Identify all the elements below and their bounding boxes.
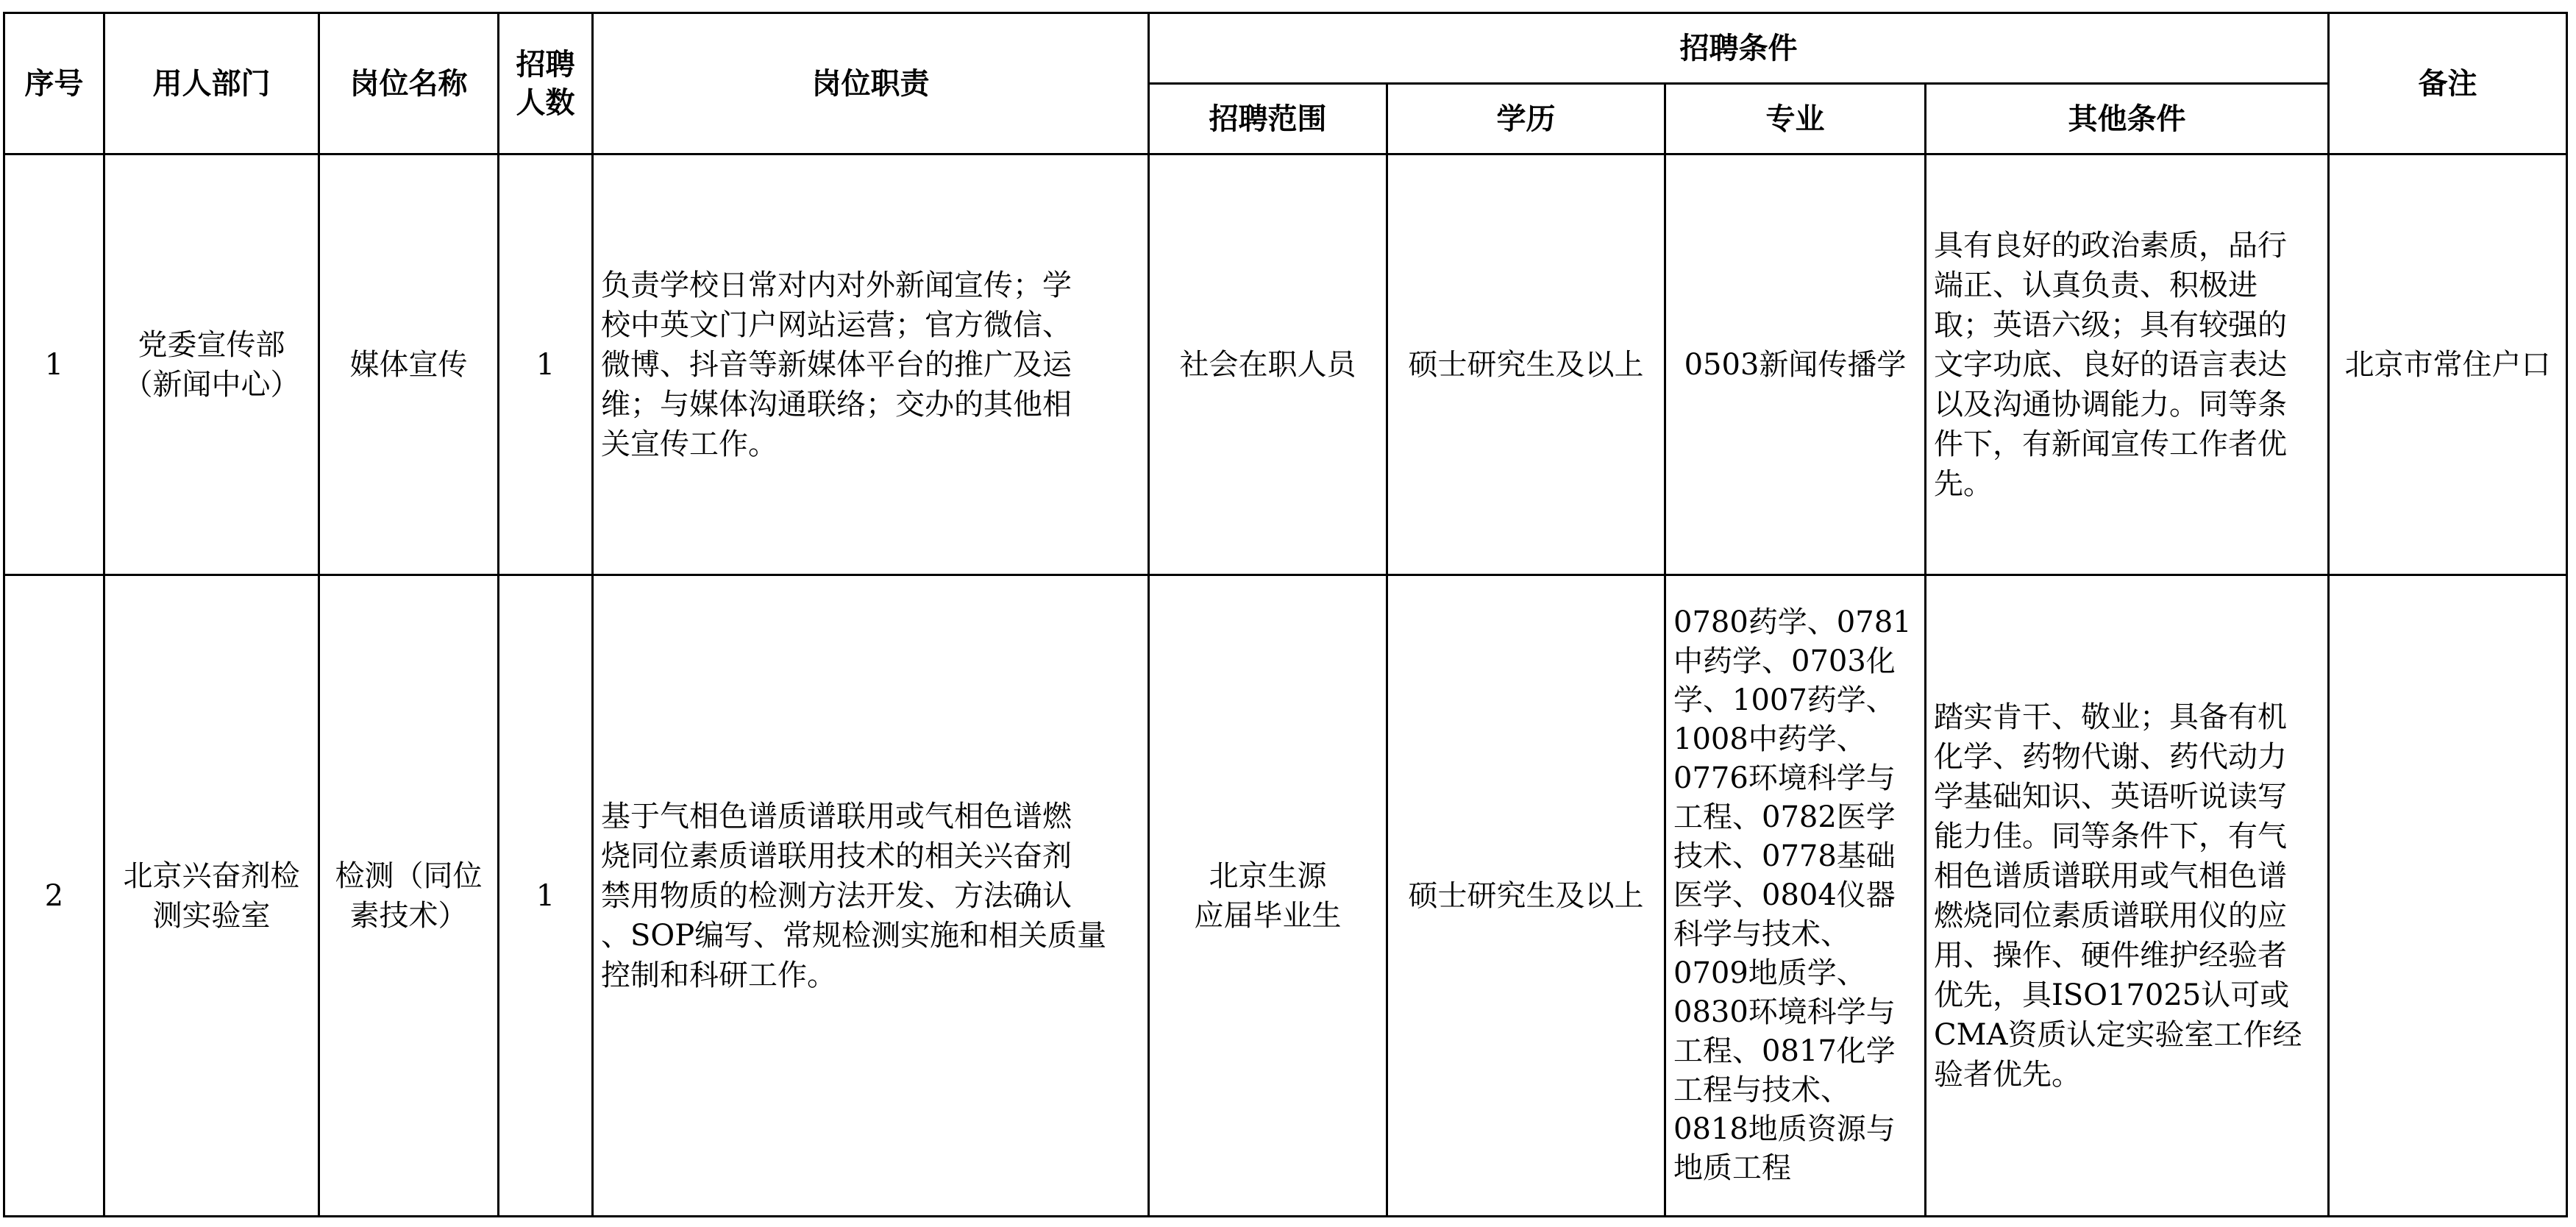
header-scope: 招聘范围 [1149, 84, 1387, 154]
recruitment-table [3, 12, 2568, 1217]
row-seq: 1 [4, 154, 104, 575]
row-dept: 党委宣传部 （新闻中心） [104, 154, 319, 575]
header-headcount: 招聘 人数 [499, 13, 593, 154]
row-other-conditions: 踏实肯干、敬业；具备有机 化学、药物代谢、药代动力 学基础知识、英语听说读写 能力佳。同等条件下，有气 相色谱质谱联用或气相色谱 燃烧同位素质谱联用仪的应 用、操作、硬件维护经验者 优先，具ISO17025认可或 CMA资质认定实验室工作经 验者优先。 [1926, 575, 2329, 1217]
row-seq: 2 [4, 575, 104, 1217]
header-dept: 用人部门 [104, 13, 319, 154]
row-other-conditions: 具有良好的政治素质，品行 端正、认真负责、积极进 取；英语六级；具有较强的 文字功底、良好的语言表达 以及沟通协调能力。同等条 件下，有新闻宣传工作者优 先。 [1926, 154, 2329, 575]
row-dept: 北京兴奋剂检 测实验室 [104, 575, 319, 1217]
header-major: 专业 [1665, 84, 1926, 154]
row-scope: 北京生源 应届毕业生 [1149, 575, 1387, 1217]
row-headcount: 1 [499, 575, 593, 1217]
header-remarks: 备注 [2329, 13, 2567, 154]
row-duties: 基于气相色谱质谱联用或气相色谱燃 烧同位素质谱联用技术的相关兴奋剂 禁用物质的检测方法开发、方法确认 、SOP编写、常规检测实施和相关质量 控制和科研工作。 [593, 575, 1149, 1217]
table-row [4, 575, 2567, 1217]
row-post-name: 检测（同位 素技术） [319, 575, 499, 1217]
row-remarks: 北京市常住户口 [2329, 154, 2567, 575]
header-duties: 岗位职责 [593, 13, 1149, 154]
row-major: 0780药学、0781 中药学、0703化 学、1007药学、 1008中药学、 0776环境科学与 工程、0782医学 技术、0778基础 医学、0804仪器 科学与技术、 0709地质学、 0830环境科学与 工程、0817化学 工程与技术、 0818地质资源与 地质工程 [1665, 575, 1926, 1217]
header-post-name: 岗位名称 [319, 13, 499, 154]
row-education: 硕士研究生及以上 [1387, 154, 1665, 575]
row-post-name: 媒体宣传 [319, 154, 499, 575]
row-education: 硕士研究生及以上 [1387, 575, 1665, 1217]
row-remarks [2329, 575, 2567, 1217]
table-row [4, 154, 2567, 575]
header-education: 学历 [1387, 84, 1665, 154]
header-other: 其他条件 [1926, 84, 2329, 154]
row-duties: 负责学校日常对内对外新闻宣传；学 校中英文门户网站运营；官方微信、 微博、抖音等新媒体平台的推广及运 维；与媒体沟通联络；交办的其他相 关宣传工作。 [593, 154, 1149, 575]
header-conditions: 招聘条件 [1149, 13, 2329, 84]
row-scope: 社会在职人员 [1149, 154, 1387, 575]
row-headcount: 1 [499, 154, 593, 575]
header-seq: 序号 [4, 13, 104, 154]
row-major: 0503新闻传播学 [1665, 154, 1926, 575]
